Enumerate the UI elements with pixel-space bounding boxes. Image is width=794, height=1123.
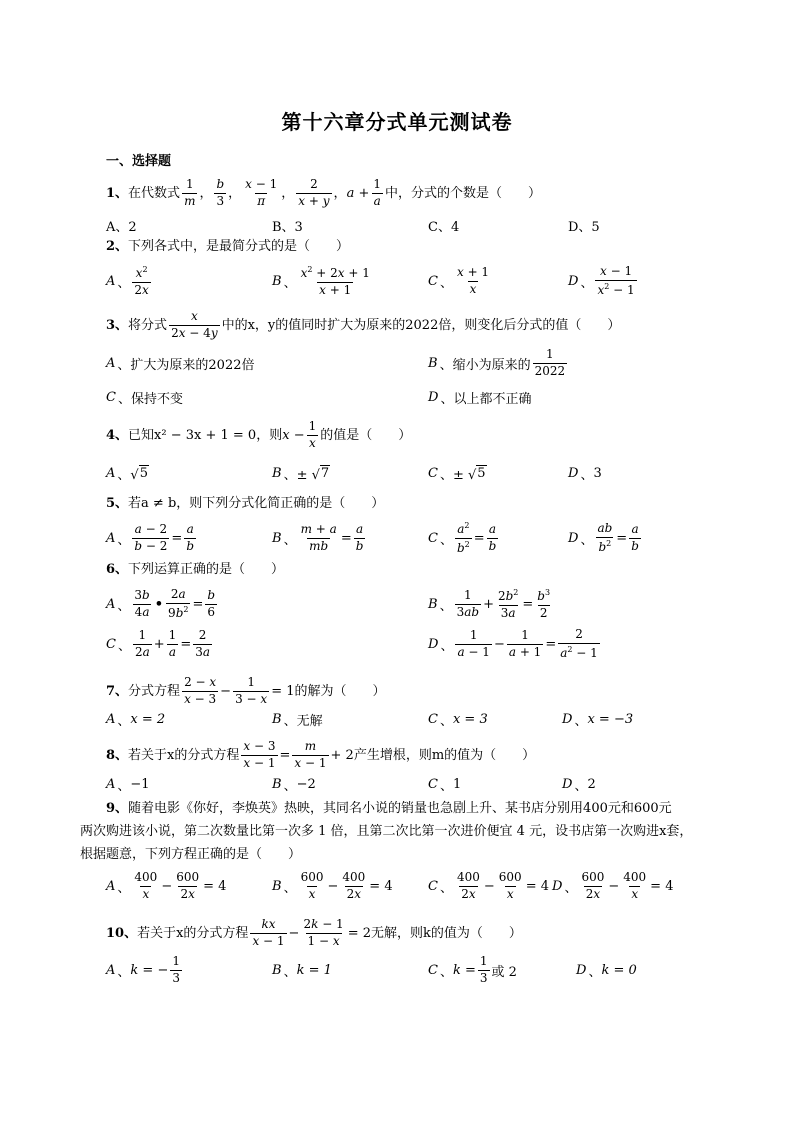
option-b[interactable]: B、3 bbox=[272, 219, 303, 235]
option-a[interactable]: A 、√ 5 bbox=[106, 465, 148, 483]
options-8 bbox=[106, 771, 706, 797]
option-a[interactable]: A、2 bbox=[106, 219, 137, 235]
options-7 bbox=[106, 706, 706, 732]
question-number: 5、 bbox=[106, 496, 129, 511]
question-number: 7、 bbox=[106, 683, 129, 699]
question-number: 4、 bbox=[106, 427, 129, 443]
option-b[interactable]: B 、 $\frac{m + a}{mb}$ = $\frac{a}{b}$ bbox=[272, 521, 364, 553]
question-10: 10、 若关于x的分式方程 $\frac{kx}{x - 1}$ − $\frac{2k - 1}{1 - x}$ = 2 无解，则k的值为（ ） bbox=[106, 917, 522, 948]
question-number: 9、 bbox=[106, 801, 129, 816]
option-a[interactable]: A 、 $\frac{x^2}{2x}$ bbox=[106, 264, 149, 297]
options-6a bbox=[106, 586, 706, 620]
option-c[interactable]: C 、 保持不变 bbox=[106, 389, 183, 407]
option-b[interactable]: B 、 k = 1 bbox=[272, 962, 332, 980]
question-3: 3、 将分式 $\frac{x}{2x - 4y}$ 中的x，y的值同时扩大为原来的2022倍，则变化后分式的值（ ） bbox=[106, 309, 621, 340]
fraction: $\frac{2 - x}{x - 3}$ bbox=[184, 675, 217, 706]
fraction: $\frac{kx}{x - 1}$ bbox=[252, 917, 285, 948]
option-b[interactable]: B 、 缩小为原来的 $\frac{1}{2022}$ bbox=[428, 346, 566, 378]
fraction: $\frac{m}{x - 1}$ bbox=[294, 739, 327, 770]
question-6: 6、 下列运算正确的是（ ） bbox=[106, 562, 285, 577]
fraction: $\frac{2}{x + y}$ bbox=[298, 177, 330, 208]
options-6b bbox=[106, 626, 706, 660]
options-2 bbox=[106, 263, 706, 297]
question-text: 中，分式的个数是（ ） bbox=[385, 185, 542, 201]
option-d[interactable]: D 、 2 bbox=[562, 776, 596, 794]
option-c[interactable]: C 、 x = 3 bbox=[428, 711, 488, 729]
option-a[interactable]: A 、 $\frac{3b}{4a}$ • $\frac{2a}{9b^2}$ = $\frac{b}{6}$ bbox=[106, 586, 216, 620]
option-b[interactable]: B 、 $\frac{1}{3ab}$ + $\frac{2b^2}{3a}$ = $\frac{b^3}{2}$ bbox=[428, 587, 551, 620]
option-b[interactable]: B 、± √ 7 bbox=[272, 465, 330, 483]
option-a[interactable]: A 、 $\frac{400}{x}$ − $\frac{600}{2x}$ = 4 bbox=[106, 869, 227, 901]
question-number: 1、 bbox=[106, 185, 129, 201]
question-2 bbox=[106, 240, 706, 253]
question-number: 10、 bbox=[106, 925, 138, 941]
option-c[interactable]: C 、 $\frac{1}{2a}$ + $\frac{1}{a}$ = $\frac{2}{3a}$ bbox=[106, 627, 211, 659]
option-d[interactable]: D 、 $\frac{x - 1}{x^2 - 1}$ bbox=[568, 263, 635, 297]
option-c[interactable]: C 、 $\frac{400}{2x}$ − $\frac{600}{x}$ = 4 bbox=[428, 869, 549, 901]
fraction: $\frac{1}{a}$ bbox=[373, 177, 381, 208]
question-1: 1、 在代数式 $\frac{1}{m}$ ， $\frac{b}{3}$ ， $\frac{x - 1}{\pi}$ ， $\frac{2}{x + y}$ ， a + $\frac{1}{a}$ 中，分式的个数是（ ） bbox=[106, 177, 542, 208]
question-number: 3、 bbox=[106, 317, 129, 333]
option-a[interactable]: A 、 −1 bbox=[106, 776, 150, 794]
option-d[interactable]: D、5 bbox=[568, 219, 600, 235]
section-heading: 一、选择题 bbox=[106, 154, 172, 169]
option-d[interactable]: D 、 x = −3 bbox=[562, 711, 634, 729]
fraction: $\frac{b}{3}$ bbox=[216, 177, 225, 208]
question-8: 8、 若关于x的分式方程 $\frac{x - 3}{x - 1}$ = $\frac{m}{x - 1}$ + 2 产生增根，则m的值为（ ） bbox=[106, 739, 536, 770]
option-d[interactable]: D 、 $\frac{600}{2x}$ − $\frac{400}{x}$ = 4 bbox=[552, 869, 674, 901]
option-c[interactable]: C 、 $\frac{a^2}{b^2}$ = $\frac{a}{b}$ bbox=[428, 520, 497, 555]
options-5 bbox=[106, 520, 706, 555]
option-d[interactable]: D 、 $\frac{ab}{b^2}$ = $\frac{a}{b}$ bbox=[568, 520, 639, 554]
fraction: $\frac{x - 1}{\pi}$ bbox=[245, 177, 278, 208]
page-title: 第十六章分式单元测试卷 bbox=[281, 110, 513, 134]
options-4 bbox=[106, 460, 706, 486]
option-c[interactable]: C 、 1 bbox=[428, 776, 462, 794]
question-number: 6、 bbox=[106, 562, 129, 577]
question-text: 下列各式中，是最简分式的是（ ） bbox=[128, 239, 350, 254]
options-3a bbox=[106, 346, 706, 378]
fraction: $\frac{x}{2x - 4y}$ bbox=[171, 309, 218, 340]
option-b[interactable]: B 、 $\frac{600}{x}$ − $\frac{400}{2x}$ = 4 bbox=[272, 869, 393, 901]
option-a[interactable]: A 、 扩大为原来的2022倍 bbox=[106, 355, 255, 373]
options-9 bbox=[106, 869, 706, 901]
option-d[interactable]: D 、 $\frac{1}{a - 1}$ − $\frac{1}{a + 1}$ = $\frac{2}{a^2 - 1}$ bbox=[428, 626, 598, 660]
option-d[interactable]: D 、 3 bbox=[568, 465, 602, 483]
question-7: 7、 分式方程 $\frac{2 - x}{x - 3}$ − $\frac{1}{3 - x}$ = 1 的解为（ ） bbox=[106, 675, 386, 706]
options-1 bbox=[106, 212, 706, 238]
fraction: $\frac{1}{x}$ bbox=[308, 419, 317, 450]
question-9: 9、随着电影《你好，李焕英》热映，其同名小说的销量也急剧上升、某书店分别用400元和600元 两次购进该小说，第二次数量比第一次多 1 倍，且第二次比第一次进价便宜 4 元，设书店第一次购进x套， 根据题意，下列方程正确的是（ ） bbox=[80, 801, 693, 862]
question-number: 8、 bbox=[106, 747, 129, 763]
question-number: 2、 bbox=[106, 239, 129, 254]
fraction: $\frac{2k - 1}{1 - x}$ bbox=[303, 917, 344, 948]
question-text: 在代数式 bbox=[128, 185, 181, 201]
option-b[interactable]: B 、 −2 bbox=[272, 776, 316, 794]
option-b[interactable]: B 、 $\frac{x^2 + 2x + 1}{x + 1}$ bbox=[272, 264, 370, 297]
fraction: $\frac{x - 3}{x - 1}$ bbox=[243, 739, 276, 770]
fraction: $\frac{1}{m}$ bbox=[184, 177, 196, 208]
option-c[interactable]: C 、± √ 5 bbox=[428, 465, 486, 483]
option-a[interactable]: A 、 $\frac{a - 2}{b - 2}$ = $\frac{a}{b}$ bbox=[106, 521, 195, 553]
option-a[interactable]: A 、 x = 2 bbox=[106, 711, 166, 729]
option-c[interactable]: C 、 k = $\frac{1}{3}$ 或 2 bbox=[428, 953, 517, 985]
option-b[interactable]: B 、 无解 bbox=[272, 711, 323, 729]
options-3b bbox=[106, 384, 706, 410]
option-d[interactable]: D 、 以上都不正确 bbox=[428, 389, 532, 407]
option-d[interactable]: D 、 k = 0 bbox=[576, 962, 637, 980]
options-10 bbox=[106, 953, 706, 985]
option-c[interactable]: C 、 $\frac{x + 1}{x}$ bbox=[428, 264, 490, 296]
option-c[interactable]: C、4 bbox=[428, 219, 460, 235]
option-a[interactable]: A 、 k = − $\frac{1}{3}$ bbox=[106, 953, 180, 985]
question-5: 5、 若a ≠ b，则下列分式化简正确的是（ ） bbox=[106, 496, 385, 511]
fraction: $\frac{1}{3 - x}$ bbox=[235, 675, 268, 706]
question-4: 4、 已知x² − 3x + 1 = 0，则 x − $\frac{1}{x}$ 的值是（ ） bbox=[106, 419, 412, 450]
